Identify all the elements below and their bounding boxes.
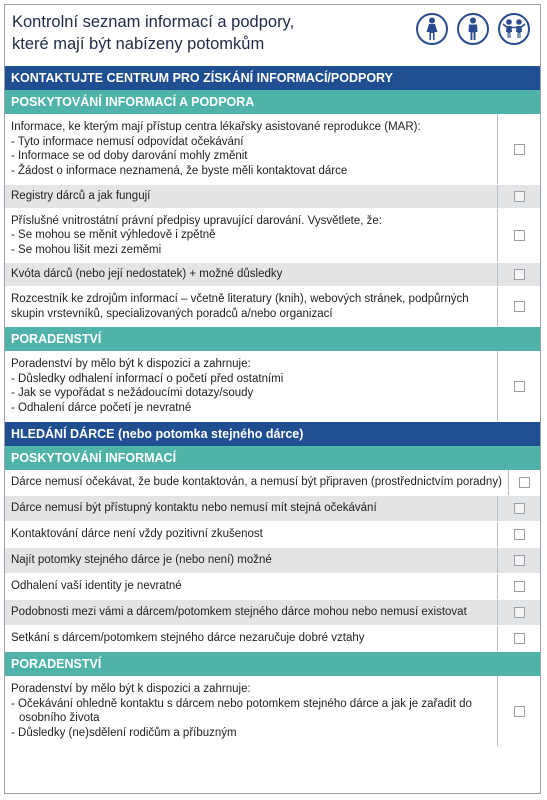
row-text-line: Odhalení vaší identity je nevratné bbox=[11, 580, 182, 593]
row-text-line: Registry dárců a jak fungují bbox=[11, 190, 151, 203]
title-line: které mají být nabízeny potomkům bbox=[12, 35, 265, 53]
checkbox[interactable] bbox=[514, 503, 525, 514]
subsection-header: POSKYTOVÁNÍ INFORMACÍ A PODPORA bbox=[5, 90, 540, 114]
checklist-row bbox=[5, 351, 540, 422]
male-figure-icon bbox=[457, 13, 489, 45]
checkbox-cell bbox=[498, 263, 540, 286]
row-text-line: Najít potomky stejného dárce je (nebo není) možné bbox=[11, 554, 272, 567]
checkbox[interactable] bbox=[514, 301, 525, 312]
checklist-row bbox=[5, 287, 540, 327]
checkbox-cell bbox=[498, 287, 540, 326]
section-header: KONTAKTUJTE CENTRUM PRO ZÍSKÁNÍ INFORMACÍ/PODPORY bbox=[5, 66, 540, 90]
checkbox-cell bbox=[498, 626, 540, 651]
checkbox-cell bbox=[498, 522, 540, 547]
row-text bbox=[5, 600, 498, 625]
checkbox[interactable] bbox=[514, 230, 525, 241]
row-text bbox=[5, 185, 498, 208]
row-text bbox=[5, 470, 509, 495]
row-text-line: skupin vrstevníků, specializovaných poradců a/nebo organizací bbox=[11, 307, 333, 320]
checklist-row bbox=[5, 185, 540, 209]
row-text-line: - Informace se od doby darování mohly změnit bbox=[11, 150, 248, 162]
row-text-line: Rozcestník ke zdrojům informací – včetně literatury (knih), webových stránek, podpůrných bbox=[11, 293, 469, 305]
checkbox-cell bbox=[498, 496, 540, 521]
row-text-line: Poradenství by mělo být k dispozici a zahrnuje: bbox=[11, 358, 251, 370]
header bbox=[5, 5, 540, 66]
page-title bbox=[12, 11, 392, 55]
checklist-row bbox=[5, 496, 540, 522]
row-text bbox=[5, 209, 498, 262]
row-text bbox=[5, 676, 498, 746]
checkbox[interactable] bbox=[514, 144, 525, 155]
checkbox-cell bbox=[498, 114, 540, 184]
checkbox-cell bbox=[498, 351, 540, 421]
row-text bbox=[5, 574, 498, 599]
section-header: HLEDÁNÍ DÁRCE (nebo potomka stejného dárce) bbox=[5, 422, 540, 446]
checklist-row bbox=[5, 626, 540, 652]
checklist-row bbox=[5, 209, 540, 263]
checklist-row bbox=[5, 600, 540, 626]
checkbox-cell bbox=[509, 470, 540, 495]
row-text-line: - Žádost o informace neznamená, že byste měli kontaktovat dárce bbox=[11, 164, 348, 177]
row-text-line: Kontaktování dárce není vždy pozitivní zkušenost bbox=[11, 528, 263, 541]
row-text-line: - Se mohou lišit mezi zeměmi bbox=[11, 243, 162, 256]
row-text-line: - Odhalení dárce početí je nevratné bbox=[11, 401, 192, 414]
row-text bbox=[5, 114, 498, 184]
row-text-line: Poradenství by mělo být k dispozici a zahrnuje: bbox=[11, 683, 251, 695]
row-text-line: osobního života bbox=[19, 712, 100, 724]
checkbox-cell bbox=[498, 676, 540, 746]
row-text-line: Dárce nemusí být přístupný kontaktu nebo nemusí mít stejná očekávání bbox=[11, 502, 377, 515]
subsection-header: PORADENSTVÍ bbox=[5, 327, 540, 351]
title-line: Kontrolní seznam informací a podpory, bbox=[12, 13, 295, 31]
row-text-line: Dárce nemusí očekávat, že bude kontaktován, a nemusí být připraven (prostřednictvím poradny) bbox=[11, 476, 502, 489]
checkbox-cell bbox=[498, 600, 540, 625]
checkbox-cell bbox=[498, 185, 540, 208]
row-text bbox=[5, 626, 498, 651]
row-text-line: Setkání s dárcem/potomkem stejného dárce nezaručuje dobré vztahy bbox=[11, 632, 365, 645]
row-text-line: Podobnosti mezi vámi a dárcem/potomkem stejného dárce mohou nebo nemusí existovat bbox=[11, 606, 467, 619]
row-text bbox=[5, 263, 498, 286]
checkbox[interactable] bbox=[519, 477, 530, 488]
checklist-row bbox=[5, 114, 540, 185]
checkbox[interactable] bbox=[514, 633, 525, 644]
row-text-line: Kvóta dárců (nebo její nedostatek) + možné důsledky bbox=[11, 268, 283, 281]
checklist-row bbox=[5, 522, 540, 548]
row-text bbox=[5, 287, 498, 326]
checkbox[interactable] bbox=[514, 607, 525, 618]
checklist-row bbox=[5, 263, 540, 287]
checkbox[interactable] bbox=[514, 581, 525, 592]
checkbox[interactable] bbox=[514, 706, 525, 717]
subsection-header: PORADENSTVÍ bbox=[5, 652, 540, 676]
row-text-line: - Očekávání ohledně kontaktu s dárcem nebo potomkem stejného dárce a jak je zařadit do bbox=[11, 697, 472, 710]
checkbox-cell bbox=[498, 574, 540, 599]
audience-icons bbox=[416, 13, 530, 45]
row-text bbox=[5, 548, 498, 573]
checklist-content bbox=[5, 66, 540, 747]
row-text bbox=[5, 522, 498, 547]
row-text-line: - Jak se vypořádat s nežádoucími dotazy/soudy bbox=[11, 387, 254, 399]
row-text-line: - Tyto informace nemusí odpovídat očekávání bbox=[11, 135, 244, 148]
checkbox-cell bbox=[498, 548, 540, 573]
row-text-line: Informace, ke kterým mají přístup centra lékařsky asistované reprodukce (MAR): bbox=[11, 121, 421, 133]
checklist-card bbox=[4, 4, 541, 794]
checkbox[interactable] bbox=[514, 269, 525, 280]
subsection-header: POSKYTOVÁNÍ INFORMACÍ bbox=[5, 446, 540, 470]
row-text bbox=[5, 351, 498, 421]
checkbox[interactable] bbox=[514, 381, 525, 392]
checkbox-cell bbox=[498, 209, 540, 262]
row-text-line: - Se mohou se měnit výhledově i zpětně bbox=[11, 229, 216, 242]
row-text bbox=[5, 496, 498, 521]
checklist-row bbox=[5, 548, 540, 574]
checklist-row bbox=[5, 574, 540, 600]
row-text-line: - Důsledky odhalení informací o početí před ostatními bbox=[11, 372, 284, 385]
children-figure-icon bbox=[498, 13, 530, 45]
checkbox[interactable] bbox=[514, 555, 525, 566]
checkbox[interactable] bbox=[514, 191, 525, 202]
row-text-line: Příslušné vnitrostátní právní předpisy upravující darování. Vysvětlete, že: bbox=[11, 214, 382, 227]
checklist-row bbox=[5, 470, 540, 496]
row-text-line: - Důsledky (ne)sdělení rodičům a příbuzným bbox=[11, 726, 237, 739]
female-figure-icon bbox=[416, 13, 448, 45]
checkbox[interactable] bbox=[514, 529, 525, 540]
checklist-row bbox=[5, 676, 540, 747]
